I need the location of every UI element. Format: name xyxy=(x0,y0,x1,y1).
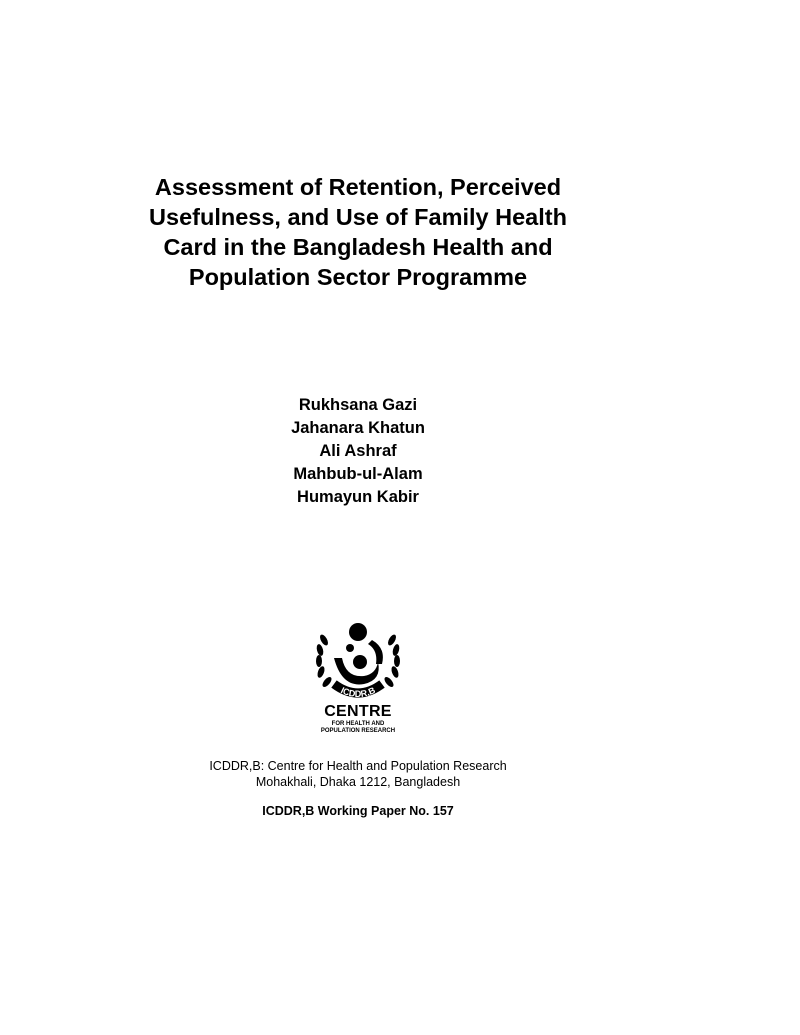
logo-sub-line-1: FOR HEALTH AND xyxy=(331,721,385,727)
author-name: Jahanara Khatun xyxy=(291,419,425,437)
svg-text:ICDDR,B: ICDDR,B xyxy=(339,685,377,699)
title-line-1: Assessment of Retention, Perceived xyxy=(154,174,562,200)
icddrb-logo xyxy=(312,618,404,738)
author-list xyxy=(200,394,516,509)
author-name: Ali Ashraf xyxy=(319,442,397,460)
icddrb-emblem-icon xyxy=(312,618,404,704)
author-name: Mahbub-ul-Alam xyxy=(293,465,423,483)
address-line-1: ICDDR,B: Centre for Health and Population Research xyxy=(209,759,507,773)
logo-subtitle xyxy=(312,721,404,735)
author-name: Rukhsana Gazi xyxy=(298,396,418,414)
working-paper-number: ICDDR,B Working Paper No. 157 xyxy=(262,804,454,818)
title-line-3: Card in the Bangladesh Health and xyxy=(163,234,553,260)
author-name: Humayun Kabir xyxy=(297,488,419,506)
institution-address xyxy=(150,758,566,790)
document-title xyxy=(100,172,616,292)
title-line-2: Usefulness, and Use of Family Health xyxy=(149,204,567,230)
title-line-4: Population Sector Programme xyxy=(188,264,528,290)
logo-centre-label: CENTRE xyxy=(324,703,392,720)
logo-sub-line-2: POPULATION RESEARCH xyxy=(320,728,396,734)
address-line-2: Mohakhali, Dhaka 1212, Bangladesh xyxy=(255,775,461,789)
